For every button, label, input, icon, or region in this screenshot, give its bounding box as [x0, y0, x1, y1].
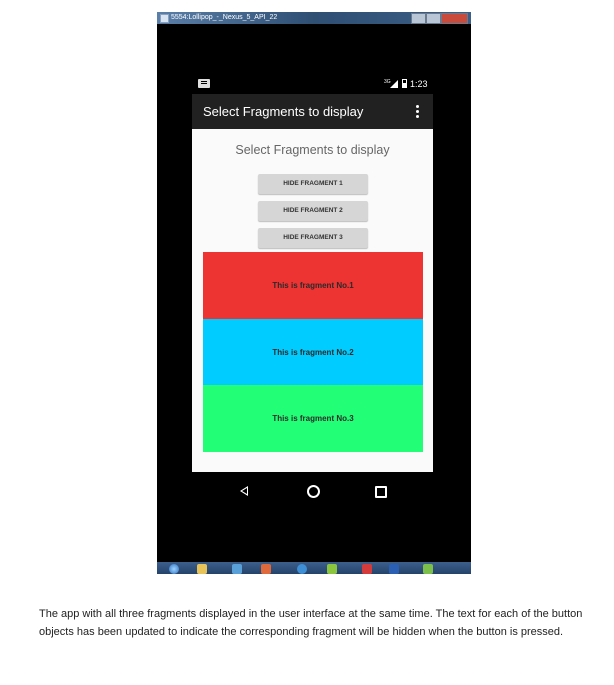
fragment-2-text: This is fragment No.2: [272, 348, 354, 357]
page-heading: Select Fragments to display: [235, 143, 390, 157]
app-icon-2[interactable]: [362, 564, 372, 574]
word-icon[interactable]: [389, 564, 399, 574]
app-bar: [192, 94, 433, 129]
app-icon-3[interactable]: [423, 564, 433, 574]
android-icon[interactable]: [327, 564, 337, 574]
emulator-app-icon: [160, 14, 169, 23]
fragment-1: [203, 252, 423, 319]
recents-icon[interactable]: [375, 486, 387, 498]
app-icon[interactable]: [232, 564, 242, 574]
phone-screen: [192, 75, 433, 472]
fragment-3: [203, 385, 423, 452]
back-icon[interactable]: [240, 486, 248, 496]
hide-fragment-1-button[interactable]: HIDE FRAGMENT 1: [258, 174, 368, 194]
hide-fragment-2-button[interactable]: HIDE FRAGMENT 2: [258, 201, 368, 221]
fragment-3-text: This is fragment No.3: [272, 414, 354, 423]
start-orb-icon[interactable]: [169, 564, 179, 574]
status-bar: [192, 75, 433, 94]
battery-icon: [402, 79, 407, 88]
message-notification-icon: [198, 79, 210, 88]
figure-caption: The app with all three fragments displayed in the user interface at the same time. The text for each of the button objects has been updated to indicate the corresponding fragment will be hidden when the button is pressed.: [39, 608, 583, 638]
more-vert-icon[interactable]: [416, 105, 419, 118]
media-icon[interactable]: [261, 564, 271, 574]
maximize-button[interactable]: [426, 13, 441, 24]
fragment-2: [203, 319, 423, 386]
status-time: 1:23: [410, 79, 428, 89]
network-type-label: 3G: [384, 79, 391, 85]
browser-icon[interactable]: [297, 564, 307, 574]
emulator-title-bar[interactable]: [157, 12, 471, 24]
close-button[interactable]: [441, 13, 468, 24]
signal-icon: [390, 80, 398, 88]
main-content: [192, 129, 433, 472]
fragment-1-text: This is fragment No.1: [272, 281, 354, 290]
hide-fragment-3-button[interactable]: HIDE FRAGMENT 3: [258, 228, 368, 248]
windows-taskbar: [157, 562, 471, 574]
emulator-window-title: 5554:Lollipop_-_Nexus_5_API_22: [171, 14, 278, 21]
folder-icon[interactable]: [197, 564, 207, 574]
navigation-bar: [192, 472, 433, 512]
app-bar-title: Select Fragments to display: [203, 104, 364, 119]
home-icon[interactable]: [307, 485, 320, 498]
minimize-button[interactable]: [411, 13, 426, 24]
